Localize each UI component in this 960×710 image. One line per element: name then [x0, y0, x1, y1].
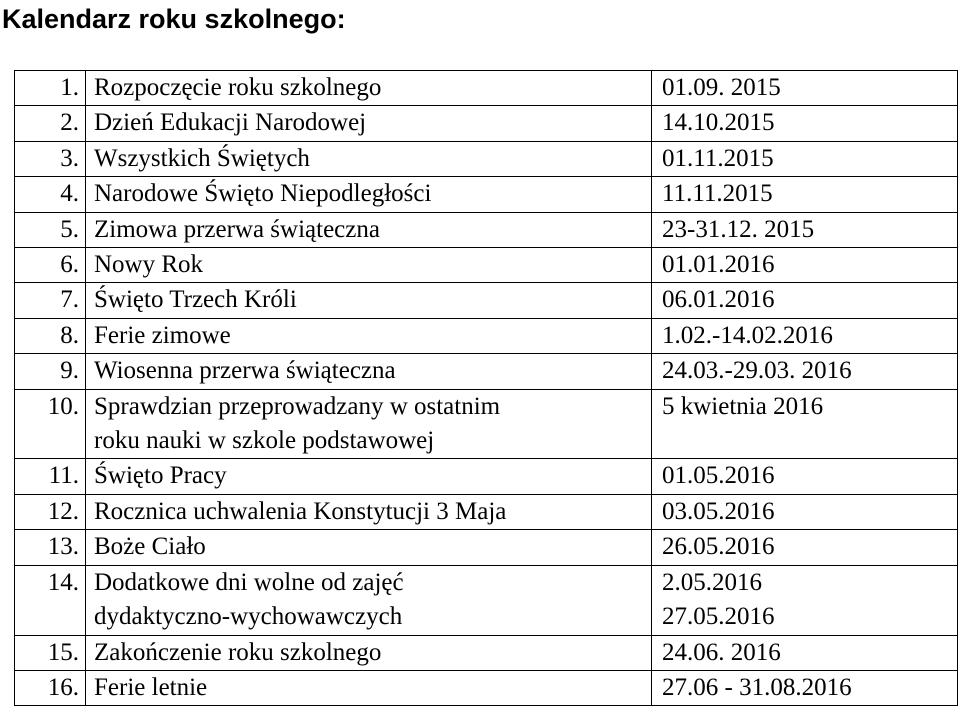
table-row: [15, 565, 958, 635]
event-cell: [86, 106, 652, 141]
table-row: [15, 635, 958, 670]
event-name: roku nauki w szkole podstawowej: [94, 427, 435, 455]
row-number: 3.: [15, 141, 86, 176]
date-cell: [652, 670, 958, 705]
event-date: 24.03.-29.03. 2016: [662, 357, 852, 385]
date-cell: [652, 389, 958, 459]
event-date: 27.05.2016: [662, 603, 775, 631]
event-cell: [86, 635, 652, 670]
row-number: 8.: [15, 318, 86, 353]
event-name: Zakończenie roku szkolnego: [94, 638, 382, 666]
event-cell: [86, 459, 652, 494]
table-row: [15, 177, 958, 212]
event-name: Wszystkich Świętych: [94, 144, 310, 172]
event-name: Wiosenna przerwa świąteczna: [94, 357, 396, 385]
table-row: [15, 670, 958, 705]
event-name: dydaktyczno-wychowawczych: [94, 603, 403, 631]
row-number: 12.: [15, 494, 86, 529]
event-cell: [86, 354, 652, 389]
event-name: Nowy Rok: [94, 251, 204, 279]
event-name: Narodowe Święto Niepodległości: [94, 180, 432, 208]
table-row: [15, 494, 958, 529]
event-date: 2.05.2016: [662, 568, 762, 596]
table-row: [15, 530, 958, 565]
date-cell: [652, 565, 958, 635]
event-cell: [86, 248, 652, 283]
row-number: 2.: [15, 106, 86, 141]
event-name: Dodatkowe dni wolne od zajęć: [94, 568, 404, 596]
event-cell: [86, 565, 652, 635]
event-name: Ferie letnie: [94, 673, 208, 701]
table-row: [15, 318, 958, 353]
table-row: [15, 212, 958, 247]
event-name: Sprawdzian przeprowadzany w ostatnim: [94, 392, 501, 420]
calendar-body: [15, 71, 958, 706]
event-name: Święto Pracy: [94, 462, 227, 490]
event-date: 14.10.2015: [662, 109, 775, 137]
row-number: 4.: [15, 177, 86, 212]
date-cell: [652, 71, 958, 106]
event-date: 11.11.2015: [662, 180, 773, 208]
page-title: Kalendarz roku szkolnego:: [2, 4, 346, 34]
table-row: [15, 459, 958, 494]
school-calendar-table: [14, 70, 958, 706]
date-cell: [652, 248, 958, 283]
event-cell: [86, 389, 652, 459]
event-date: 01.05.2016: [662, 462, 775, 490]
row-number: 13.: [15, 530, 86, 565]
event-name: Rozpoczęcie roku szkolnego: [94, 74, 382, 101]
row-number: 6.: [15, 248, 86, 283]
table-row: [15, 283, 958, 318]
row-number: 5.: [15, 212, 86, 247]
date-cell: [652, 212, 958, 247]
event-name: Boże Ciało: [94, 533, 206, 561]
date-cell: [652, 459, 958, 494]
row-number: 16.: [15, 670, 86, 705]
date-cell: [652, 354, 958, 389]
date-cell: [652, 283, 958, 318]
date-cell: [652, 530, 958, 565]
event-name: Dzień Edukacji Narodowej: [94, 109, 367, 137]
event-name: Święto Trzech Króli: [94, 286, 297, 314]
event-name: Rocznica uchwalenia Konstytucji 3 Maja: [94, 497, 507, 525]
row-number: 15.: [15, 635, 86, 670]
event-cell: [86, 71, 652, 106]
row-number: 1.: [15, 71, 86, 106]
table-row: [15, 248, 958, 283]
table-row: [15, 389, 958, 459]
event-cell: [86, 530, 652, 565]
event-date: 24.06. 2016: [662, 638, 781, 666]
event-date: 03.05.2016: [662, 497, 775, 525]
event-cell: [86, 283, 652, 318]
date-cell: [652, 635, 958, 670]
event-date: 1.02.-14.02.2016: [662, 321, 833, 349]
table-row: [15, 71, 958, 106]
table-row: [15, 106, 958, 141]
event-date: 26.05.2016: [662, 533, 775, 561]
event-cell: [86, 318, 652, 353]
event-name: Zimowa przerwa świąteczna: [94, 215, 380, 243]
date-cell: [652, 106, 958, 141]
row-number: 10.: [15, 389, 86, 459]
event-date: 01.01.2016: [662, 251, 775, 279]
row-number: 11.: [15, 459, 86, 494]
date-cell: [652, 318, 958, 353]
event-cell: [86, 177, 652, 212]
event-cell: [86, 141, 652, 176]
event-date: 06.01.2016: [662, 286, 775, 314]
date-cell: [652, 177, 958, 212]
event-date: 01.11.2015: [662, 144, 774, 172]
date-cell: [652, 141, 958, 176]
event-date: 01.09. 2015: [662, 74, 781, 101]
event-date: 5 kwietnia 2016: [662, 392, 824, 420]
event-cell: [86, 212, 652, 247]
row-number: 9.: [15, 354, 86, 389]
event-date: 27.06 - 31.08.2016: [662, 673, 852, 701]
date-cell: [652, 494, 958, 529]
table-row: [15, 354, 958, 389]
event-date: 23-31.12. 2015: [662, 215, 815, 243]
row-number: 7.: [15, 283, 86, 318]
event-cell: [86, 670, 652, 705]
table-row: [15, 141, 958, 176]
event-name: Ferie zimowe: [94, 321, 231, 349]
event-cell: [86, 494, 652, 529]
row-number: 14.: [15, 565, 86, 635]
